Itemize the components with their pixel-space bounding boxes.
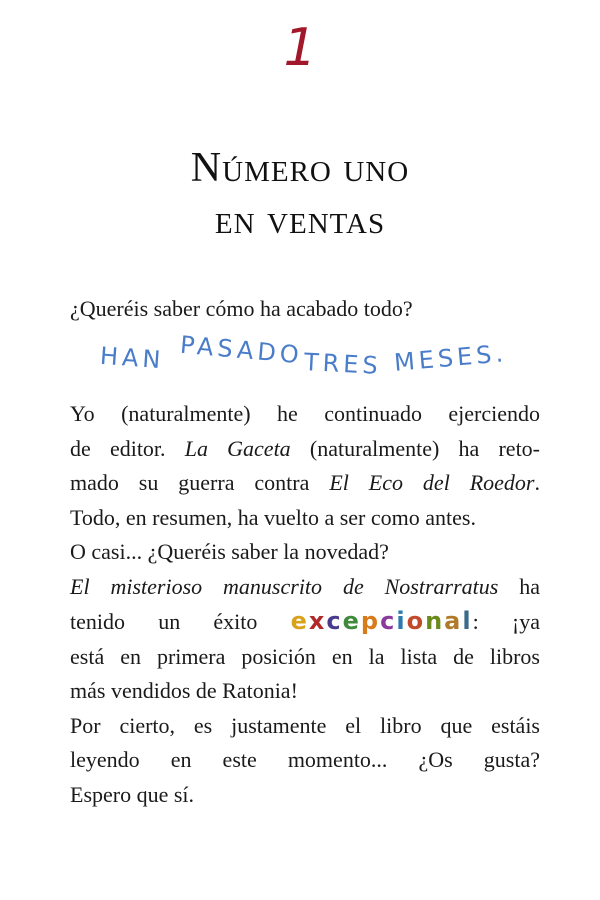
newspaper-title: El Eco del Roedor [329,470,535,495]
body-line [70,432,540,467]
body-line: leyendo en este momento... ¿Os gusta? [70,747,540,772]
colorful-letter: c [380,607,397,635]
body-text-run: . [534,470,540,495]
body-text-run: mado su guerra contra [70,470,330,495]
book-title: El misterioso manuscrito de Nostrarratus [70,573,499,599]
colorful-letter: x [308,607,327,635]
colorful-letter: p [360,607,381,635]
chapter-title [0,142,600,246]
colorful-letter: e [342,607,361,635]
body-text-run: (naturalmente) ha reto- [290,435,541,461]
body-line: Por cierto, es justamente el libro que estáis [70,712,540,738]
handwritten-word-3: TRES [303,347,383,381]
body-text-run: ha [498,573,540,599]
colorful-letter: l [462,607,473,635]
body-line: Yo (naturalmente) he continuado ejerciendo [70,401,540,426]
handwritten-word-1: HAN [99,341,166,375]
body-text [70,397,540,812]
newspaper-title: La Gaceta [184,435,291,461]
chapter-title-line-2: en ventas [214,197,386,243]
handwritten-word-4: MESES. [392,339,509,377]
colorful-letter: o [406,607,426,635]
body-text-run: : ¡ya [472,609,541,634]
colorful-letter: a [444,607,463,635]
body-text-run: de editor. [70,435,185,461]
lead-sentence: ¿Queréis saber cómo ha acabado todo? [70,296,413,321]
colorful-word [291,607,473,635]
colorful-letter: c [326,607,343,635]
body-line [70,466,540,501]
chapter-title-line-1: Número uno [190,145,410,191]
body-line: Todo, en resumen, ha vuelto a ser como antes. [70,504,476,530]
handwritten-word-2: PASADO [179,330,304,370]
body-line: Espero que sí. [70,781,195,807]
body-line: más vendidos de Ratonia! [70,678,298,703]
chapter-number: 1 [283,18,317,78]
handwritten-note [100,330,520,390]
body-line: O casi... ¿Queréis saber la novedad? [70,539,389,564]
body-line [70,570,540,605]
body-text-run: tenido un éxito [70,609,291,634]
body-line [70,604,540,640]
colorful-letter: i [396,607,407,635]
colorful-letter: n [425,607,445,635]
colorful-letter: e [290,607,309,635]
body-line: está en primera posición en la lista de libros [70,643,540,669]
